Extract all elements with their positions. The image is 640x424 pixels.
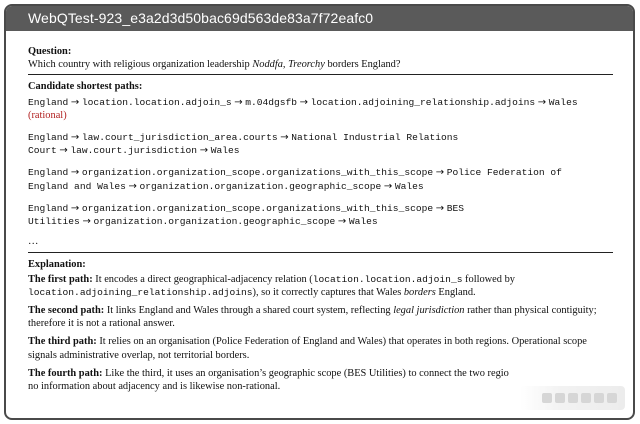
divider bbox=[28, 252, 613, 253]
question-section bbox=[28, 45, 613, 71]
content-area bbox=[6, 31, 633, 393]
explanation-2: The second path: It links England and Wales through a shared court system, reflecting legal jurisdiction rather than physical contiguity; therefore it is not a rational answer. bbox=[28, 305, 597, 330]
path-3: England → organization.organization_scope.organizations_with_this_scope → Police Federation of England and Wales → organization.organization.geographic_scope → Wales bbox=[28, 167, 562, 192]
window-title: WebQTest-923_e3a2d3d50bac69d563de83a7f72eafc0 bbox=[6, 6, 633, 31]
window-frame bbox=[4, 4, 635, 420]
rational-tag: (rational) bbox=[28, 109, 67, 121]
explanation-label: Explanation: bbox=[28, 259, 86, 271]
question-label: Question: bbox=[28, 46, 72, 57]
explanation-1: The first path: It encodes a direct geographical-adjacency relation (location.location.adjoin_s followed by location.adjoining_relationship.adjoins), so it correctly captures that Wales borders England. bbox=[28, 273, 515, 298]
question-entity: Noddfa, Treorchy bbox=[252, 59, 325, 71]
paths-ellipsis: … bbox=[28, 236, 39, 248]
path-4: England → organization.organization_scope.organizations_with_this_scope → BES Utilities → organization.organization.geographic_scope → Wales bbox=[28, 202, 465, 228]
path-1: England → location.location.adjoin_s → m.04dgsfb → location.adjoining_relationship.adjoins → Wales (rational) bbox=[28, 96, 578, 121]
path-2: England → law.court_jurisdiction_area.courts → National Industrial Relations Court → law.court.jurisdiction → Wales bbox=[28, 132, 459, 157]
explanation-4: The fourth path: Like the third, it uses an organisation’s geographic scope (BES Utilities) to connect the two regio no information about adjacency and is likewise non-rational. bbox=[28, 367, 509, 393]
divider bbox=[28, 74, 613, 75]
explanation-3: The third path: It relies on an organisation (Police Federation of England and Wales) that operates in both regions. Operational scope signals administrative overlap, not territorial borders. bbox=[28, 336, 587, 361]
watermark-overlay bbox=[520, 386, 625, 410]
paths-label: Candidate shortest paths: bbox=[28, 81, 143, 93]
question-text: Which country with religious organization leadership Noddfa, Treorchy borders England? bbox=[28, 59, 401, 71]
